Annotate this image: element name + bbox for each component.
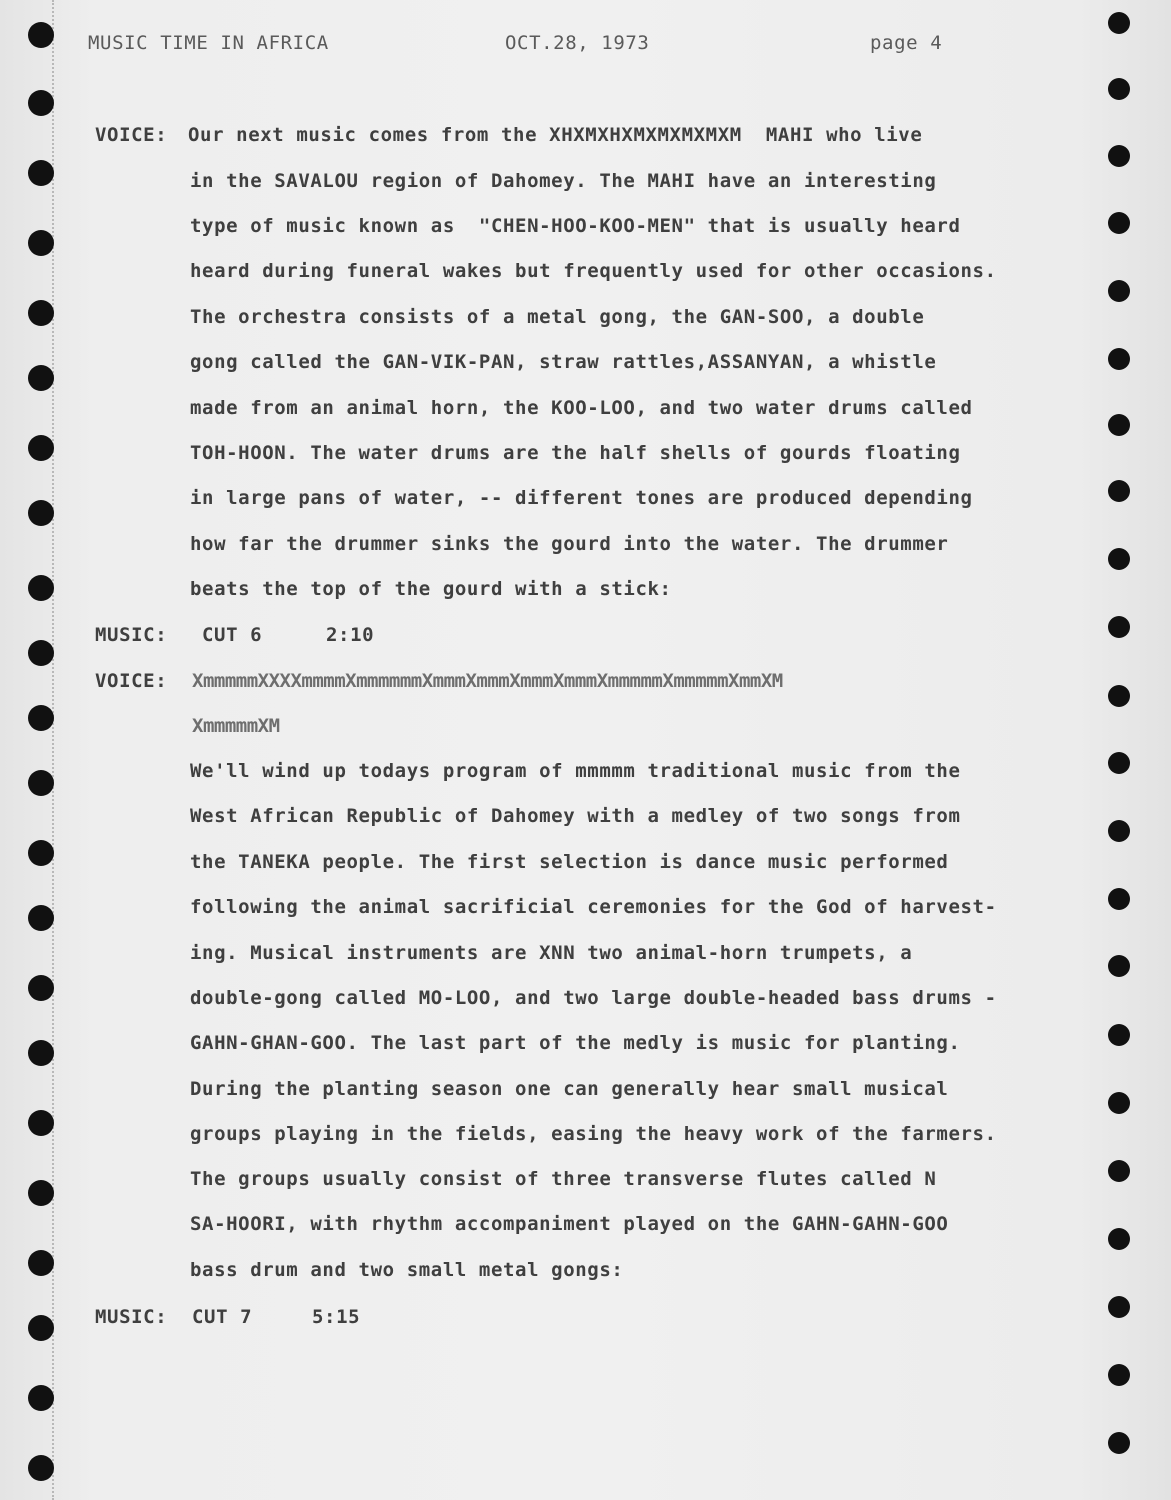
perforation-hole: [28, 1110, 54, 1136]
perforation-hole: [28, 1180, 54, 1206]
perforation-hole: [28, 905, 54, 931]
voice-line: the TANEKA people. The first selection is dance music performed: [190, 851, 949, 873]
perforation-hole: [28, 160, 54, 186]
perforation-hole: [1108, 1364, 1130, 1386]
voice-line: in the SAVALOU region of Dahomey. The MAHI have an interesting: [190, 170, 937, 192]
perforation-hole: [1108, 348, 1130, 370]
voice-line: bass drum and two small metal gongs:: [190, 1259, 624, 1281]
perforation-hole: [1108, 78, 1130, 100]
perforation-hole: [28, 90, 54, 116]
voice-line: double-gong called MO-LOO, and two large double-headed bass drums -: [190, 987, 997, 1009]
voice-line: heard during funeral wakes but frequently used for other occasions.: [190, 260, 997, 282]
music-label: MUSIC:: [95, 1306, 168, 1328]
voice-line: ing. Musical instruments are XNN two animal-horn trumpets, a: [190, 942, 913, 964]
perforation-hole: [1108, 888, 1130, 910]
voice-line: During the planting season one can generally hear small musical: [190, 1078, 949, 1100]
perforation-hole: [28, 435, 54, 461]
perforation-hole: [1108, 1432, 1130, 1454]
voice-line: type of music known as "CHEN-HOO-KOO-MEN" that is usually heard: [190, 215, 961, 237]
perforation-hole: [28, 230, 54, 256]
voice-line: gong called the GAN-VIK-PAN, straw rattles,ASSANYAN, a whistle: [190, 351, 937, 373]
perforation-hole: [1108, 685, 1130, 707]
perforation-hole: [1108, 1092, 1130, 1114]
page-number: page 4: [870, 32, 943, 54]
perforation-hole: [1108, 548, 1130, 570]
perforation-hole: [28, 1455, 54, 1481]
voice-line: how far the drummer sinks the gourd into the water. The drummer: [190, 533, 949, 555]
voice-line: made from an animal horn, the KOO-LOO, and two water drums called: [190, 397, 973, 419]
struck-out-line: XmmmmmXXXXmmmmXmmmmmmXmmmXmmmXmmmXmmmXmmmmmXmmmmmXmmXM: [192, 670, 783, 692]
perforation-hole: [1108, 752, 1130, 774]
perforation-hole: [1108, 1228, 1130, 1250]
perforation-hole: [1108, 280, 1130, 302]
perforation-hole: [28, 1385, 54, 1411]
voice-line: following the animal sacrificial ceremonies for the God of harvest-: [190, 896, 997, 918]
perforation-hole: [28, 640, 54, 666]
perforation-hole: [1108, 12, 1130, 34]
perforation-hole: [1108, 616, 1130, 638]
perforation-hole: [1108, 145, 1130, 167]
voice-label: VOICE:: [95, 670, 168, 692]
voice-line: We'll wind up todays program of mmmmm traditional music from the: [190, 760, 961, 782]
voice-line: West African Republic of Dahomey with a medley of two songs from: [190, 805, 961, 827]
perforation-hole: [1108, 955, 1130, 977]
perforation-hole: [1108, 480, 1130, 502]
perforation-hole: [28, 770, 54, 796]
broadcast-date: OCT.28, 1973: [505, 32, 650, 54]
perforation-hole: [28, 840, 54, 866]
voice-label: VOICE:: [95, 124, 168, 146]
voice-line: The groups usually consist of three transverse flutes called N: [190, 1168, 937, 1190]
music-cut: CUT 7: [192, 1306, 253, 1328]
voice-line: The orchestra consists of a metal gong, the GAN-SOO, a double: [190, 306, 925, 328]
perforation-hole: [1108, 212, 1130, 234]
perforation-hole: [28, 22, 54, 48]
perforation-hole: [1108, 1160, 1130, 1182]
perforation-hole: [28, 365, 54, 391]
music-duration: 2:10: [326, 624, 375, 646]
perforation-hole: [28, 975, 54, 1001]
voice-line: Our next music comes from the XHXMXHXMXMXMXMXM MAHI who live: [188, 124, 923, 146]
perforation-hole: [28, 300, 54, 326]
voice-line: TOH-HOON. The water drums are the half shells of gourds floating: [190, 442, 961, 464]
perforation-hole: [28, 705, 54, 731]
music-duration: 5:15: [312, 1306, 361, 1328]
perforation-hole: [28, 1040, 54, 1066]
music-cut: CUT 6: [202, 624, 263, 646]
perforation-hole: [28, 1315, 54, 1341]
perforation-hole: [1108, 1296, 1130, 1318]
program-title: MUSIC TIME IN AFRICA: [88, 32, 329, 54]
voice-line: SA-HOORI, with rhythm accompaniment played on the GAHN-GAHN-GOO: [190, 1213, 949, 1235]
perforation-hole: [1108, 820, 1130, 842]
perforation-hole: [28, 1250, 54, 1276]
perforation-hole: [1108, 1024, 1130, 1046]
right-perforation-strip: [1104, 0, 1164, 1500]
voice-line: groups playing in the fields, easing the heavy work of the farmers.: [190, 1123, 997, 1145]
perforation-hole: [28, 575, 54, 601]
perforation-hole: [1108, 414, 1130, 436]
voice-line: in large pans of water, -- different tones are produced depending: [190, 487, 973, 509]
voice-line: GAHN-GHAN-GOO. The last part of the medly is music for planting.: [190, 1032, 961, 1054]
left-perforation-strip: [10, 0, 70, 1500]
struck-out-line: XmmmmmXM: [192, 715, 280, 737]
voice-line: beats the top of the gourd with a stick:: [190, 578, 672, 600]
music-label: MUSIC:: [95, 624, 168, 646]
perforation-hole: [28, 500, 54, 526]
